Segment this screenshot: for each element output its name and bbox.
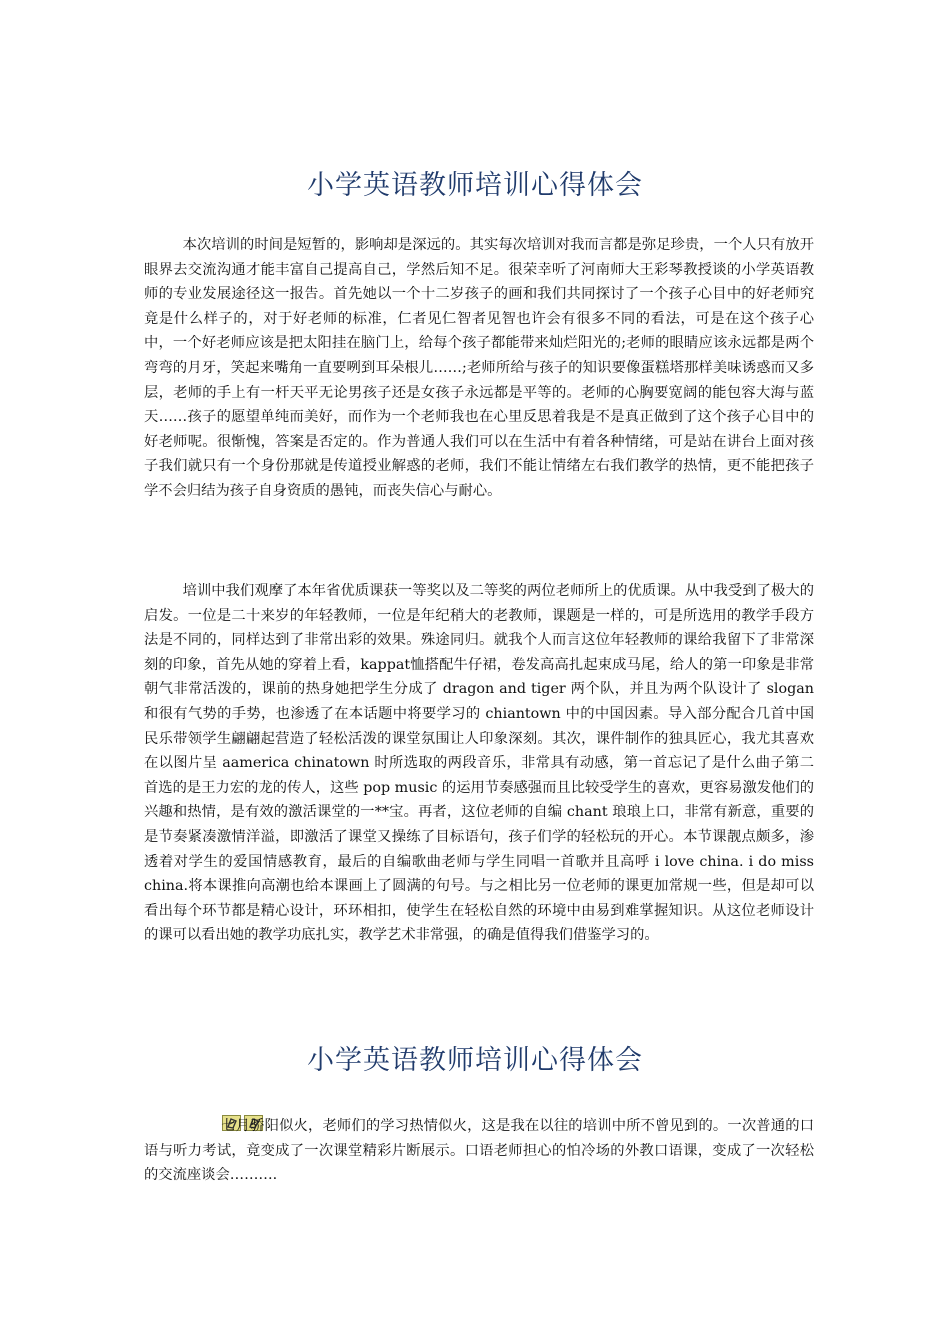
section1-paragraph-1: 本次培训的时间是短暂的，影响却是深远的。其实每次培训对我而言都是弥足珍贵，一个人只有放开眼界去交流沟通才能丰富自己提高自己，学然后知不足。很荣幸听了河南师大王彩琴教授谈的小学英语教师的专业发展途径这一报告。首先她以一个十二岁孩子的画和我们共同探讨了一个孩子心目中的好老师究竟是什么样子的，对于好老师的标准，仁者见仁智者见智也许会有很多不同的看法，可是在这个孩子心中，一个好老师应该是把太阳挂在脑门上，给每个孩子都能带来灿烂阳光的;老师的眼睛应该永远都是两个弯弯的月牙，笑起来嘴角一直要咧到耳朵根儿……;老师所给与孩子的知识要像蛋糕塔那样美味诱惑而又多层，老师的手上有一杆天平无论男孩子还是女孩子永远都是平等的。老师的心胸要宽阔的能包容大海与蓝天……孩子的愿望单纯而美好，而作为一个老师我也在心里反思着我是不是真正做到了这个孩子心目中的好老师呢。很惭愧，答案是否定的。作为普通人我们可以在生活中有着各种情绪，可是站在讲台上面对孩子我们就只有一个身份那就是传道授业解惑的老师，我们不能让情绪左右我们教学的热情，更不能把孩子学不会归结为孩子自身资质的愚钝，而丧失信心与耐心。 [144,237,814,499]
section2-paragraph-1: 七月骄阳似火，老师们的学习热情似火，这是我在以往的培训中所不曾见到的。一次普通的口语与听力考试，竟变成了一次课堂精彩片断展示。口语老师担心的怕冷场的外教口语课，变成了一次轻松的交流座谈会………. [144,1118,814,1184]
section2-title: 小学英语教师培训心得体会 [307,1045,643,1076]
section1-title: 小学英语教师培训心得体会 [307,170,643,201]
section1-paragraph-2: 培训中我们观摩了本年省优质课获一等奖以及二等奖的两位老师所上的优质课。从中我受到了极大的启发。一位是二十来岁的年轻教师，一位是年纪稍大的老教师，课题是一样的，可是所选用的教学手段方法是不同的，同样达到了非常出彩的效果。殊途同归。就我个人而言这位年轻教师的课给我留下了非常深刻的印象，首先从她的穿着上看，kappat恤搭配牛仔裙，卷发高高扎起束成马尾，给人的第一印象是非常朝气非常活泼的，课前的热身她把学生分成了 dragon and tiger 两个队，并且为两个队设计了 slogan 和很有气势的手势，也渗透了在本话题中将要学习的 chiantown 中的中国因素。导入部分配合几首中国民乐带领学生翩翩起营造了轻松活泼的课堂氛围让人印象深刻。其次，课件制作的独具匠心，我尤其喜欢在以图片呈 aamerica chinatown 时所选取的两段音乐，非常具有动感，第一首忘记了是什么曲子第二首选的是王力宏的龙的传人，这些 pop music 的运用节奏感强而且比较受学生的喜欢，更容易激发他们的兴趣和热情，是有效的激活课堂的一**宝。再者，这位老师的自编 chant 琅琅上口，非常有新意，重要的是节奏紧凑激情洋溢，即激活了课堂又操练了目标语句，孩子们学的轻松玩的开心。本节课靓点颇多，渗透着对学生的爱国情感教育，最后的自编歌曲老师与学生同唱一首歌并且高呼 i love china. i do miss china.将本课推向高潮也给本课画上了圆满的句号。与之相比另一位老师的课更加常规一些，但是却可以看出每个环节都是精心设计，环环相扣，使学生在轻松自然的环境中由易到难掌握知识。从这位老师设计的课可以看出她的教学功底扎实，教学艺术非常强，的确是值得我们借鉴学习的。 [144,583,814,944]
